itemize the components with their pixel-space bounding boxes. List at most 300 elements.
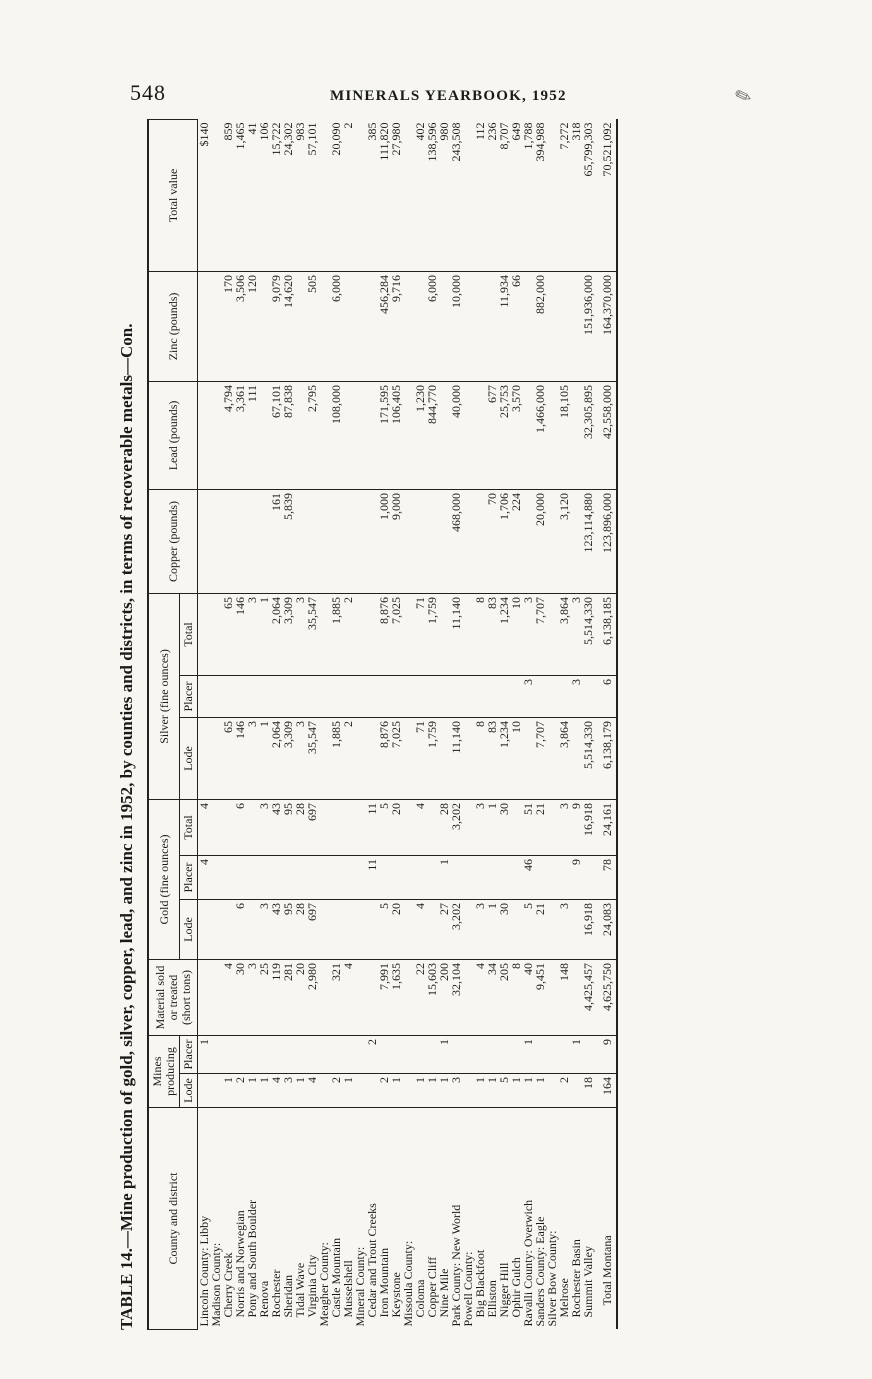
table-cell: 10 [510, 717, 522, 799]
table-cell: 983 [294, 119, 306, 271]
table-cell: 95 [282, 799, 294, 855]
table-cell [318, 489, 330, 593]
table-cell: 3 [558, 799, 570, 855]
table-cell [318, 675, 330, 717]
row-label: Coloma [413, 1279, 427, 1318]
row-label: Keystone [389, 1272, 403, 1318]
row-label: Virginia City [305, 1254, 319, 1318]
table-cell: 11 [366, 856, 378, 900]
table-cell: 9,451 [534, 960, 546, 1036]
table-cell [246, 856, 258, 900]
table-cell: 2 [558, 1074, 570, 1108]
table-cell: 5,514,330 [582, 717, 594, 799]
table-cell: 7,272 [558, 119, 570, 271]
header-silver-total: Total [180, 593, 198, 675]
table-cell: 6 [234, 900, 246, 960]
table-cell: 25 [258, 960, 270, 1036]
table-cell: 3 [258, 799, 270, 855]
table-cell [462, 593, 474, 675]
table-cell: 505 [306, 271, 318, 381]
table-cell: 1,230 [414, 381, 426, 489]
table-cell: 4 [270, 1074, 282, 1108]
table-cell [258, 1036, 270, 1074]
table-cell [282, 675, 294, 717]
table-cell: 3 [474, 900, 486, 960]
row-label: Big Blackfoot [473, 1249, 487, 1318]
table-cell: 111,820 [378, 119, 390, 271]
table-row [534, 119, 546, 1329]
table-cell: 20 [390, 799, 402, 855]
table-cell: 1,000 [378, 489, 390, 593]
table-cell [462, 675, 474, 717]
row-label: Ophir Gulch [509, 1257, 523, 1318]
table-cell [234, 1036, 246, 1074]
table-cell: 16,918 [582, 900, 594, 960]
table-cell [546, 1036, 558, 1074]
row-label: Melrose [557, 1278, 571, 1318]
table-cell: 28 [294, 900, 306, 960]
table-cell: 9 [570, 799, 582, 855]
table-cell [210, 675, 222, 717]
table-cell: 7,707 [534, 593, 546, 675]
table-cell [318, 799, 330, 855]
table-cell: 6,138,185 [594, 593, 617, 675]
table-cell: 1 [414, 1074, 426, 1108]
row-label: Elliston [485, 1280, 499, 1318]
table-cell [582, 856, 594, 900]
table-cell: $140 [198, 119, 211, 271]
row-label: Lincoln County: Libby [197, 1215, 211, 1327]
table-cell: 40,000 [450, 381, 462, 489]
table-cell [354, 900, 366, 960]
table-cell: 697 [306, 900, 318, 960]
table-cell [234, 489, 246, 593]
table-cell: 3 [558, 900, 570, 960]
table-cell [198, 1074, 211, 1108]
table-cell [450, 675, 462, 717]
table-cell [234, 856, 246, 900]
table-cell: 1 [474, 1074, 486, 1108]
table-cell: 1,465 [234, 119, 246, 271]
table-cell [342, 856, 354, 900]
table-cell [330, 900, 342, 960]
table-cell [462, 1036, 474, 1074]
table-cell [402, 119, 414, 271]
table-cell: 243,508 [450, 119, 462, 271]
table-cell: 3 [294, 593, 306, 675]
row-label: Ravalli County: Overwich [521, 1199, 535, 1327]
table-cell: 1 [198, 1036, 211, 1074]
table-cell: 3 [258, 900, 270, 960]
header-silver-lode: Lode [180, 717, 198, 799]
header-mines-producing: Mines producing [148, 1036, 180, 1108]
row-label: Cherry Creek [221, 1252, 235, 1318]
table-cell [342, 381, 354, 489]
table-cell: 6,000 [426, 271, 438, 381]
header-mines-lode: Lode [180, 1074, 198, 1108]
table-cell: 106,405 [390, 381, 402, 489]
row-label: Renova [257, 1280, 271, 1318]
table-cell: 146 [234, 593, 246, 675]
table-cell: 3 [522, 675, 534, 717]
table-cell [270, 856, 282, 900]
row-label: Cedar and Trout Creeks [365, 1203, 379, 1318]
row-label: Musselshell [341, 1260, 355, 1318]
table-cell: 3 [450, 1074, 462, 1108]
table-cell: 24,161 [594, 799, 617, 855]
table-cell: 9 [594, 1036, 617, 1074]
table-cell: 3,864 [558, 593, 570, 675]
table-cell: 1,706 [498, 489, 510, 593]
table-cell: 3 [282, 1074, 294, 1108]
table-cell [210, 1036, 222, 1074]
table-cell [450, 856, 462, 900]
table-cell [546, 856, 558, 900]
table-cell: 20,090 [330, 119, 342, 271]
table-cell [222, 489, 234, 593]
row-label: Sheridan [281, 1274, 295, 1318]
row-label: Tidal Wave [293, 1262, 307, 1318]
table-cell: 65 [222, 717, 234, 799]
table-cell [330, 1036, 342, 1074]
table-cell: 3,506 [234, 271, 246, 381]
table-cell: 108,000 [330, 381, 342, 489]
table-cell [306, 1036, 318, 1074]
table-cell [246, 1036, 258, 1074]
row-label: Madison County: [209, 1242, 223, 1327]
table-cell: 205 [498, 960, 510, 1036]
table-cell [534, 675, 546, 717]
table-cell [378, 675, 390, 717]
table-cell: 402 [414, 119, 426, 271]
table-body [198, 119, 618, 1329]
table-cell: 111 [246, 381, 258, 489]
table-cell: 2,064 [270, 717, 282, 799]
table-cell: 1 [258, 717, 270, 799]
row-label: Summit Valley [581, 1246, 595, 1318]
table-cell [462, 717, 474, 799]
table-cell: 2 [330, 1074, 342, 1108]
table-cell: 1,234 [498, 717, 510, 799]
table-cell: 980 [438, 119, 450, 271]
table-cell: 3 [294, 717, 306, 799]
table-cell: 120 [246, 271, 258, 381]
table-cell [330, 675, 342, 717]
table-cell: 65 [222, 593, 234, 675]
table-cell: 3 [522, 593, 534, 675]
table-cell [270, 675, 282, 717]
table-cell: 24,083 [594, 900, 617, 960]
table-cell: 677 [486, 381, 498, 489]
table-cell [294, 675, 306, 717]
table-cell [546, 271, 558, 381]
table-cell: 7,707 [534, 717, 546, 799]
table-cell [354, 271, 366, 381]
table-cell [306, 856, 318, 900]
table-cell [558, 271, 570, 381]
table-cell [474, 489, 486, 593]
table-cell: 18,105 [558, 381, 570, 489]
row-label: Iron Mountain [377, 1247, 391, 1318]
table-cell: 30 [498, 900, 510, 960]
table-cell [354, 1074, 366, 1108]
table-cell: 1,759 [426, 593, 438, 675]
table-cell: 106 [258, 119, 270, 271]
production-table [147, 119, 618, 1330]
table-cell: 3,864 [558, 717, 570, 799]
table-cell: 11 [366, 799, 378, 855]
table-cell [294, 856, 306, 900]
table-cell: 1 [510, 1074, 522, 1108]
table-cell: 321 [330, 960, 342, 1036]
table-cell [438, 675, 450, 717]
table-cell: 1,466,000 [534, 381, 546, 489]
table-cell [378, 856, 390, 900]
table-cell [414, 675, 426, 717]
table-cell [462, 960, 474, 1036]
header-mines-placer: Placer [180, 1036, 198, 1074]
table-cell: 6 [234, 799, 246, 855]
table-cell [390, 856, 402, 900]
table-cell [378, 1036, 390, 1074]
table-cell [342, 271, 354, 381]
table-cell [582, 1036, 594, 1074]
table-cell [450, 1036, 462, 1074]
table-row [594, 119, 617, 1329]
table-cell: 24,302 [282, 119, 294, 271]
table-cell: 2 [366, 1036, 378, 1074]
running-head: MINERALS YEARBOOK, 1952 [330, 88, 567, 104]
table-cell: 70,521,092 [594, 119, 617, 271]
table-cell: 2 [342, 119, 354, 271]
table-cell [462, 489, 474, 593]
table-cell: 1 [438, 1036, 450, 1074]
table-cell [330, 489, 342, 593]
table-cell: 5 [378, 799, 390, 855]
table-cell [354, 489, 366, 593]
table-cell: 1 [522, 1036, 534, 1074]
header-gold-total: Total [180, 799, 198, 855]
table-cell: 1,635 [390, 960, 402, 1036]
table-cell: 1 [246, 1074, 258, 1108]
table-cell [402, 271, 414, 381]
table-cell [486, 675, 498, 717]
table-cell: 649 [510, 119, 522, 271]
table-cell [414, 856, 426, 900]
table-cell [498, 675, 510, 717]
table-cell: 3,202 [450, 900, 462, 960]
table-cell: 14,620 [282, 271, 294, 381]
table-cell [354, 675, 366, 717]
table-cell: 8 [474, 593, 486, 675]
table-cell: 1,885 [330, 593, 342, 675]
table-cell: 7,025 [390, 717, 402, 799]
table-cell [318, 1036, 330, 1074]
row-label: Nigger Hill [497, 1262, 511, 1318]
table-cell: 11,140 [450, 717, 462, 799]
table-cell [198, 900, 211, 960]
table-cell: 35,547 [306, 593, 318, 675]
table-cell: 1 [222, 1074, 234, 1108]
table-cell: 28 [438, 799, 450, 855]
table-cell: 25,753 [498, 381, 510, 489]
table-cell: 112 [474, 119, 486, 271]
table-cell: 16,918 [582, 799, 594, 855]
table-cell: 4 [198, 799, 211, 855]
table-cell: 3,570 [510, 381, 522, 489]
table-cell [402, 675, 414, 717]
table-cell: 32,305,895 [582, 381, 594, 489]
table-cell [534, 1036, 546, 1074]
table-row [354, 119, 366, 1329]
table-cell [222, 675, 234, 717]
table-cell: 844,770 [426, 381, 438, 489]
table-cell: 2 [342, 717, 354, 799]
table-cell: 119 [270, 960, 282, 1036]
table-cell [498, 856, 510, 900]
table-cell: 8 [474, 717, 486, 799]
table-cell: 21 [534, 900, 546, 960]
table-cell [222, 856, 234, 900]
table-cell: 224 [510, 489, 522, 593]
table-cell: 42,558,000 [594, 381, 617, 489]
table-cell: 10 [510, 593, 522, 675]
table-cell: 4 [414, 799, 426, 855]
table-cell: 3,361 [234, 381, 246, 489]
table-row [450, 119, 462, 1329]
table-cell: 3,120 [558, 489, 570, 593]
table-cell: 3,202 [450, 799, 462, 855]
table-cell [426, 675, 438, 717]
table-cell [342, 675, 354, 717]
table-cell [342, 1036, 354, 1074]
header-gold: Gold (fine ounces) [148, 799, 180, 959]
table-cell: 1,788 [522, 119, 534, 271]
table-cell: 34 [486, 960, 498, 1036]
table-cell: 7,025 [390, 593, 402, 675]
table-cell [486, 1036, 498, 1074]
header-silver-placer: Placer [180, 675, 198, 717]
table-cell: 67,101 [270, 381, 282, 489]
table-row [342, 119, 354, 1329]
table-cell: 30 [234, 960, 246, 1036]
table-cell: 148 [558, 960, 570, 1036]
header-copper: Copper (pounds) [148, 489, 198, 593]
table-cell [258, 856, 270, 900]
table-cell [474, 1036, 486, 1074]
table-cell: 46 [522, 856, 534, 900]
table-cell [198, 960, 211, 1036]
table-cell: 18 [582, 1074, 594, 1108]
table-cell: 8,707 [498, 119, 510, 271]
table-cell [390, 675, 402, 717]
table-cell: 385 [366, 119, 378, 271]
table-cell: 7,991 [378, 960, 390, 1036]
header-silver: Silver (fine ounces) [148, 593, 180, 799]
table-cell: 11,934 [498, 271, 510, 381]
table-cell [330, 856, 342, 900]
row-label: Silver Bow County: [545, 1230, 559, 1327]
table-cell: 3 [570, 593, 582, 675]
table-cell: 11,140 [450, 593, 462, 675]
table-cell: 27 [438, 900, 450, 960]
table-cell: 164,370,000 [594, 271, 617, 381]
table-cell: 2,980 [306, 960, 318, 1036]
table-cell: 170 [222, 271, 234, 381]
table-cell [306, 675, 318, 717]
table-cell: 2 [234, 1074, 246, 1108]
table-cell: 32,104 [450, 960, 462, 1036]
row-label: Nine Mile [437, 1268, 451, 1318]
table-cell: 57,101 [306, 119, 318, 271]
row-label: Pony and South Boulder [245, 1199, 259, 1318]
table-cell: 882,000 [534, 271, 546, 381]
table-cell: 5,839 [282, 489, 294, 593]
table-cell: 1,234 [498, 593, 510, 675]
table-cell: 4 [306, 1074, 318, 1108]
table-cell: 2 [378, 1074, 390, 1108]
table-cell: 4 [198, 856, 211, 900]
table-cell [402, 856, 414, 900]
table-row [390, 119, 402, 1329]
table-cell: 8,876 [378, 593, 390, 675]
table-row [306, 119, 318, 1329]
table-cell: 1 [342, 1074, 354, 1108]
table-cell: 236 [486, 119, 498, 271]
table-cell: 1 [390, 1074, 402, 1108]
table-cell: 456,284 [378, 271, 390, 381]
table-cell: 1 [438, 1074, 450, 1108]
table-cell [318, 900, 330, 960]
table-cell: 318 [570, 119, 582, 271]
table-cell: 22 [414, 960, 426, 1036]
table-cell [462, 856, 474, 900]
table-cell [210, 856, 222, 900]
table-cell: 6,000 [330, 271, 342, 381]
table-cell: 2,795 [306, 381, 318, 489]
table-cell: 66 [510, 271, 522, 381]
table-cell: 1 [486, 1074, 498, 1108]
table-cell: 20 [390, 900, 402, 960]
table-cell: 3 [474, 799, 486, 855]
row-label: Castle Mountain [329, 1237, 343, 1318]
table-cell: 3,309 [282, 717, 294, 799]
table-cell [498, 1036, 510, 1074]
table-cell: 146 [234, 717, 246, 799]
table-cell [474, 856, 486, 900]
table-cell [462, 271, 474, 381]
ink-mark-icon: ✎ [731, 83, 756, 111]
table-cell [582, 675, 594, 717]
header-zinc: Zinc (pounds) [148, 271, 198, 381]
table-cell [246, 675, 258, 717]
table-cell: 51 [522, 799, 534, 855]
header-gold-lode: Lode [180, 900, 198, 960]
table-cell [534, 856, 546, 900]
row-label: Sanders County: Eagle [533, 1216, 547, 1327]
table-cell [342, 489, 354, 593]
table-cell: 1 [438, 856, 450, 900]
table-cell [210, 119, 222, 271]
table-cell: 394,988 [534, 119, 546, 271]
table-cell [342, 799, 354, 855]
table-cell: 35,547 [306, 717, 318, 799]
table-cell [474, 271, 486, 381]
table-cell: 6 [594, 675, 617, 717]
table-cell: 4,794 [222, 381, 234, 489]
table-cell: 9,716 [390, 271, 402, 381]
table-cell: 30 [498, 799, 510, 855]
